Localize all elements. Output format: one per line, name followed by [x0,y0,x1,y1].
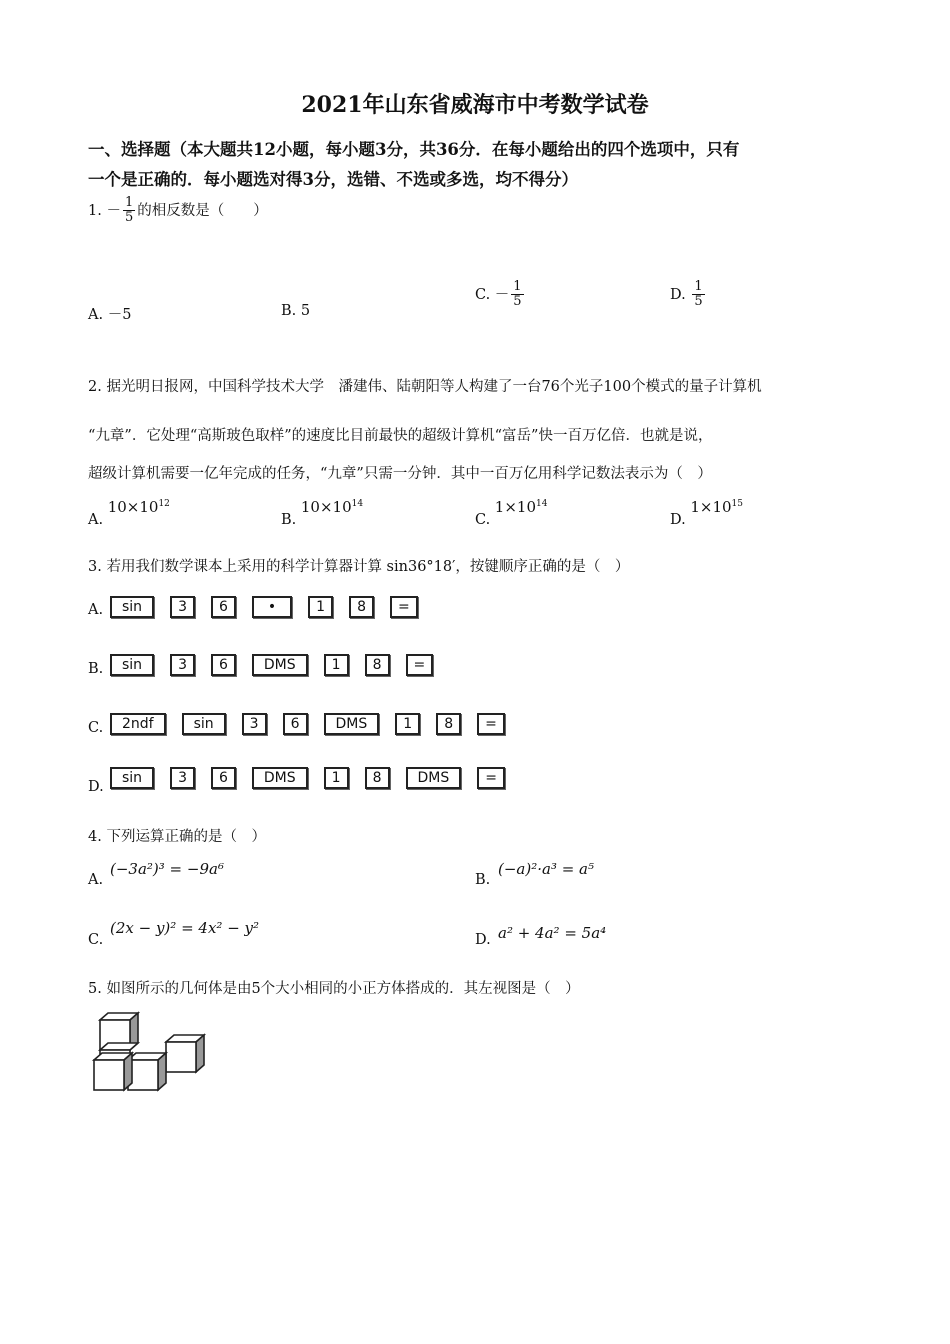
calc-key-equals: = [477,713,505,735]
calc-key-equals: = [390,596,418,618]
calc-key-6: 6 [211,767,236,789]
q2-option-b-label: B. [281,512,297,528]
calc-key-8: 8 [365,767,390,789]
q1-c-frac-num: 1 [513,279,522,294]
q2-option-a-exp: 12 [158,499,170,510]
calc-key-6: 6 [211,596,236,618]
q3-option-d-label: D. [88,779,104,795]
calc-key-3: 3 [170,767,195,789]
cube-bottom-mid [128,1053,166,1090]
q1-option-c-fraction [511,280,523,310]
q2-option-c [475,498,548,528]
q2-option-b [281,498,364,528]
calc-key-1: 1 [324,767,349,789]
question-1 [88,196,268,226]
calc-key-dms: DMS [324,713,380,735]
q1-fraction [123,196,135,226]
calc-key-dms: DMS [252,654,308,676]
q2-option-d-label: D. [670,512,686,528]
q2-option-b-base: 10×10 [300,498,352,516]
calc-key-8: 8 [436,713,461,735]
q1-option-d-label: D. [670,286,691,303]
page-title: 2021年山东省威海市中考数学试卷 [301,92,649,118]
q2-option-b-exp: 14 [351,499,364,510]
q1-option-b: B. 5 [281,303,311,319]
q3-option-c-keys [110,713,505,735]
q2-option-a-base: 10×10 [107,498,159,516]
calc-key-1: 1 [395,713,420,735]
q2-option-c-exp: 14 [536,499,548,510]
q3-option-c-label: C. [88,720,104,736]
calc-key-3: 3 [170,596,195,618]
calc-key-dot: • [252,596,292,618]
calc-key-dms: DMS [252,767,308,789]
q3-option-a-label: A. [88,602,104,618]
calc-key-8: 8 [365,654,390,676]
q3-option-b-label: B. [88,661,104,677]
q4-option-b-label: B. [475,872,491,888]
calc-key-sin: sin [110,596,154,618]
q4-option-d-label: D. [475,932,491,948]
calc-key-equals: = [477,767,505,789]
q1-frac-num: 1 [124,195,134,210]
calc-key-equals: = [406,654,434,676]
cube-bottom-left [94,1053,132,1090]
question-5: 5. 如图所示的几何体是由5个大小相同的小正方体搭成的．其左视图是（ ） [88,981,580,997]
q1-option-c-label: C. － [475,286,510,303]
calc-key-3: 3 [242,713,267,735]
question-4: 4. 下列运算正确的是（ ） [88,829,266,845]
q1-frac-den: 5 [124,210,134,226]
q4-option-c-expr: (2x − y)² = 4x² − y² [110,919,260,937]
q1-d-frac-num: 1 [694,279,703,294]
cube-right [166,1035,204,1072]
q4-option-b-expr: (−a)²·a³ = a⁵ [498,860,595,878]
calc-key-1: 1 [324,654,349,676]
q3-option-b-keys [110,654,433,676]
calc-key-sin: sin [110,767,154,789]
q2-option-c-label: C. [475,512,491,528]
cube-figure [86,1010,216,1094]
calc-key-sin: sin [110,654,154,676]
q1-c-frac-den: 5 [513,294,522,310]
calc-key-3: 3 [170,654,195,676]
calc-key-6: 6 [283,713,308,735]
calc-key-dms: DMS [406,767,462,789]
q2-option-d [670,498,743,528]
q2-option-a [88,498,170,528]
calc-key-6: 6 [211,654,236,676]
q2-option-a-label: A. [88,512,104,528]
calc-key-1: 1 [308,596,333,618]
q3-option-a-keys [110,596,418,618]
q1-suffix: 的相反数是（ ） [137,202,268,219]
q1-option-d-fraction [692,280,704,310]
question-2-line1: 2. 据光明日报网，中国科学技术大学 潘建伟、陆朝阳等人构建了一台76个光子100个模式的量子计算机 [88,379,762,395]
section-header-line1: 一、选择题（本大题共12小题，每小题3分，共36分．在每小题给出的四个选项中，只有 [88,140,740,159]
q1-option-c [475,280,526,310]
q1-option-d [670,280,707,310]
q1-prefix: 1. － [88,202,121,219]
q1-d-frac-den: 5 [694,294,703,310]
q2-option-d-base: 1×10 [690,498,732,516]
q4-option-a-label: A. [88,872,104,888]
calc-key-8: 8 [349,596,374,618]
q1-option-a: A. －5 [88,307,132,323]
section-header-line2: 一个是正确的．每小题选对得3分，选错、不选或多选，均不得分） [88,170,578,189]
q2-option-d-exp: 15 [731,499,743,510]
calc-key-2ndf: 2ndf [110,713,166,735]
question-2-line2: “九章”．它处理“高斯玻色取样”的速度比目前最快的超级计算机“富岳”快一百万亿倍．也就是说， [88,428,713,444]
q4-option-c-label: C. [88,932,104,948]
q4-option-d-expr: a² + 4a² = 5a⁴ [498,924,607,942]
q4-option-a-expr: (−3a²)³ = −9a⁶ [110,860,224,878]
question-2-line3: 超级计算机需要一亿年完成的任务，“九章”只需一分钟．其中一百万亿用科学记数法表示为（ ） [88,466,712,482]
question-3: 3. 若用我们数学课本上采用的科学计算器计算 sin36°18′，按键顺序正确的是（ ） [88,559,630,575]
q2-option-c-base: 1×10 [494,498,536,516]
q3-option-d-keys [110,767,505,789]
calc-key-sin: sin [182,713,226,735]
